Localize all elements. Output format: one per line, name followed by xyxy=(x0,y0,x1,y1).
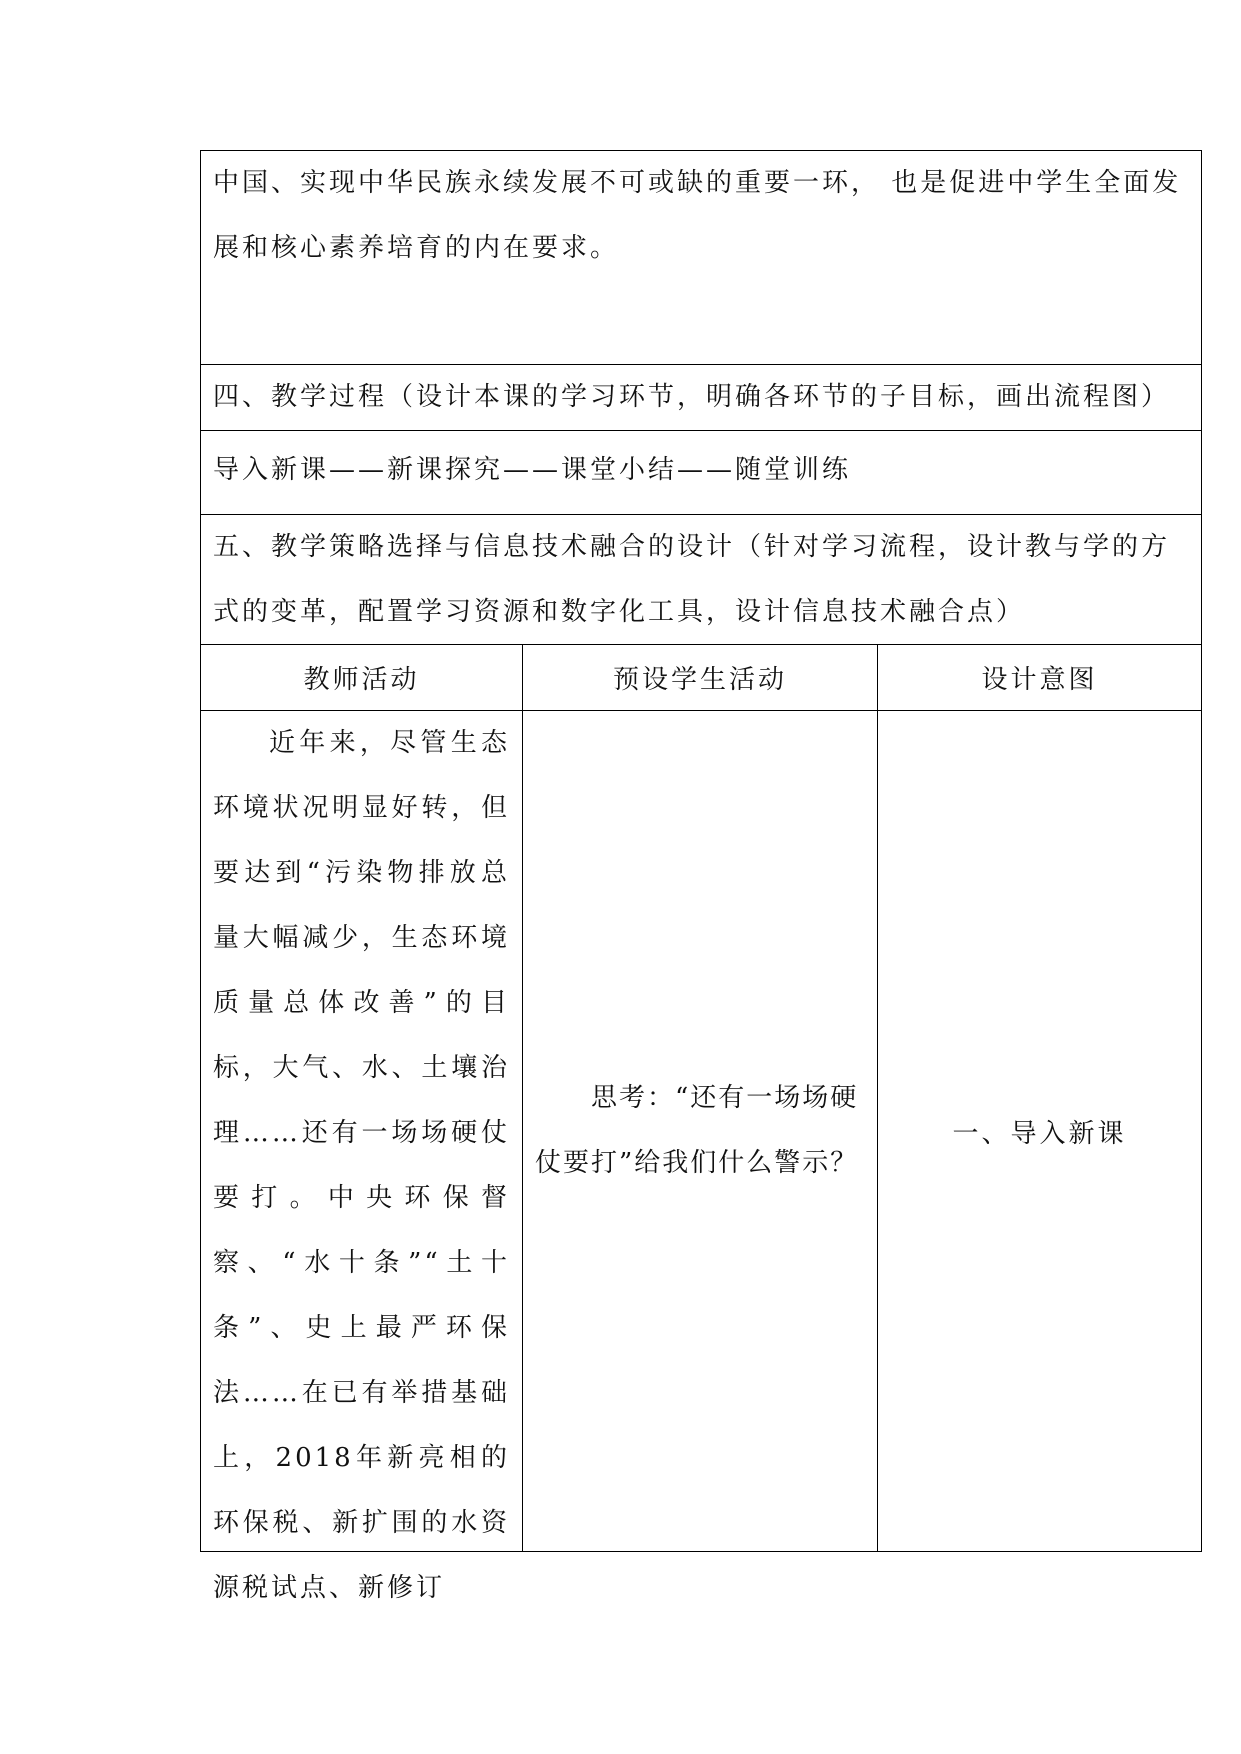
teaching-flow: 导入新课——新课探究——课堂小结——随堂训练 xyxy=(201,431,1201,515)
section-four-title: 四、教学过程（设计本课的学习环节，明确各环节的子目标，画出流程图） xyxy=(201,365,1201,431)
header-design-intent: 设计意图 xyxy=(981,665,1098,695)
activity-header-row xyxy=(201,645,1201,711)
intro-text: 中国、实现中华民族永续发展不可或缺的重要一环， 也是促进中学生全面发展和核心素养培育的内在要求。 xyxy=(201,151,1201,365)
header-teacher-activity: 教师活动 xyxy=(201,645,523,710)
design-intent-cell: 一、导入新课 xyxy=(952,1118,1127,1149)
section-five-title: 五、教学策略选择与信息技术融合的设计（针对学习流程，设计教与学的方式的变革，配置学习资源和数字化工具，设计信息技术融合点） xyxy=(201,515,1201,645)
teacher-activity-cell: 近年来，尽管生态环境状况明显好转，但要达到“污染物排放总量大幅减少，生态环境质量总体改善”的目标，大气、水、土壤治理……还有一场场硬仗要打。中央环保督察、“水十条”“土十条”、史上最严环保法……在已有举措基础上，2018年新亮相的环保税、新扩围的水资源税试点、新修订 xyxy=(201,711,523,1551)
student-activity-text: 思考：“还有一场场硬仗要打”给我们什么警示？ xyxy=(535,1083,859,1178)
lesson-plan-table xyxy=(200,150,1202,1603)
header-student-activity: 预设学生活动 xyxy=(523,645,878,710)
student-activity-cell xyxy=(523,711,878,1551)
table-row xyxy=(201,711,1201,1603)
